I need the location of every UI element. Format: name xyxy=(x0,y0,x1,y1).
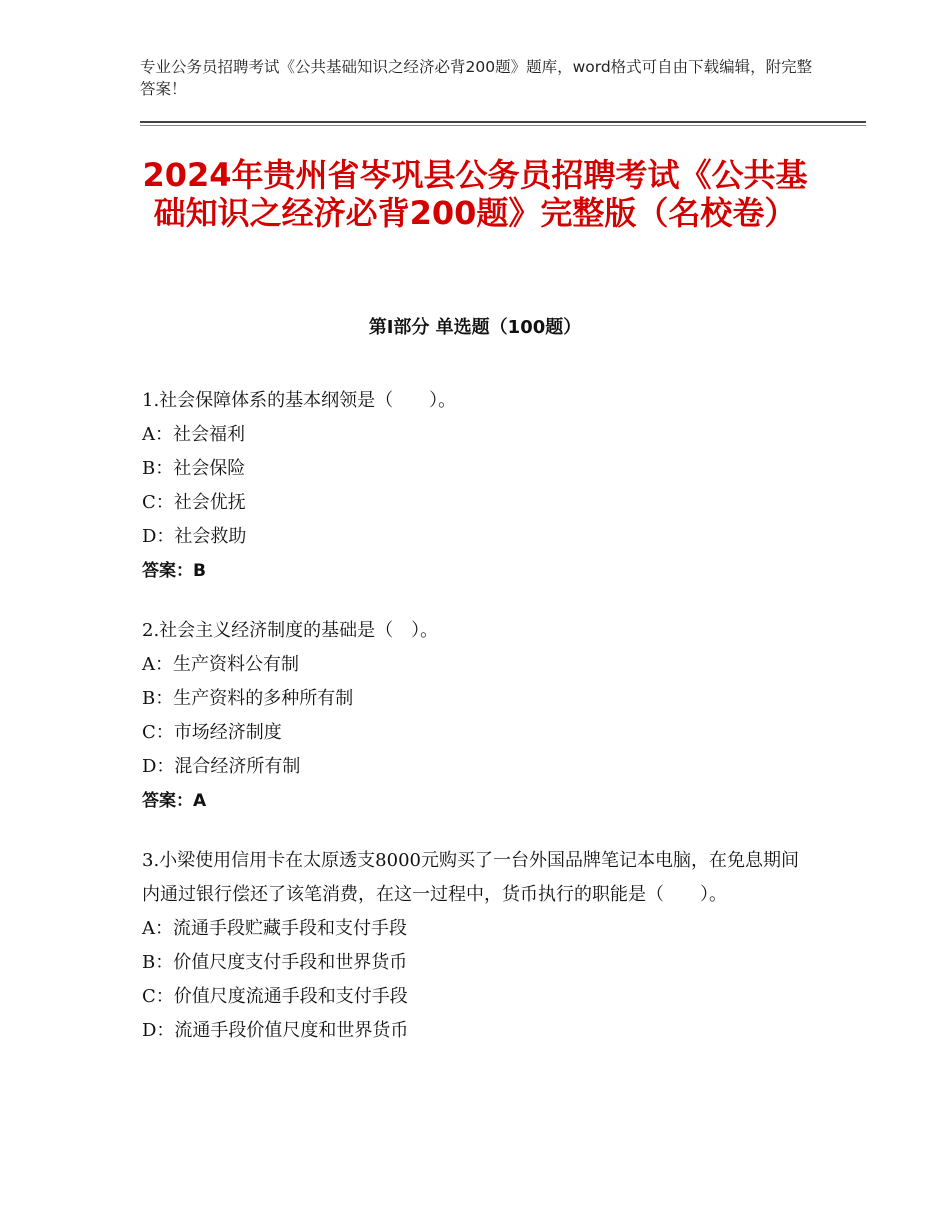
question-2 xyxy=(142,614,802,818)
header-note: 专业公务员招聘考试《公共基础知识之经济必背200题》题库，word格式可自由下载编辑，附完整答案！ xyxy=(140,58,813,98)
option-b: B：价值尺度支付手段和世界货币 xyxy=(142,952,408,973)
option-c: C：价值尺度流通手段和支付手段 xyxy=(142,986,408,1007)
option-b: B：社会保险 xyxy=(142,458,246,479)
option-d: D：社会救助 xyxy=(142,526,247,547)
header-divider-thick xyxy=(140,121,866,123)
question-stem: 1.社会保障体系的基本纲领是（ ）。 xyxy=(142,390,457,411)
section-title: 第Ⅰ部分 单选题（100题） xyxy=(368,317,582,338)
question-stem: 3.小梁使用信用卡在太原透支8000元购买了一台外国品牌笔记本电脑，在免息期间内通过银行偿还了该笔消费，在这一过程中，货币执行的职能是（ ）。 xyxy=(142,850,799,905)
question-stem: 2.社会主义经济制度的基础是（ ）。 xyxy=(142,620,439,641)
option-d: D：流通手段价值尺度和世界货币 xyxy=(142,1020,409,1041)
header-divider-thin xyxy=(140,125,866,126)
option-b: B：生产资料的多种所有制 xyxy=(142,688,354,709)
document-title: 2024年贵州省岑巩县公务员招聘考试《公共基础知识之经济必背200题》完整版（名校卷） xyxy=(142,156,808,232)
option-a: A：社会福利 xyxy=(142,424,245,445)
answer: 答案：B xyxy=(142,561,206,581)
option-c: C：社会优抚 xyxy=(142,492,246,513)
question-3 xyxy=(142,844,802,1048)
question-1 xyxy=(142,384,802,588)
option-a: A：流通手段贮藏手段和支付手段 xyxy=(142,918,407,939)
option-a: A：生产资料公有制 xyxy=(142,654,299,675)
answer: 答案：A xyxy=(142,791,207,811)
option-c: C：市场经济制度 xyxy=(142,722,282,743)
question-list xyxy=(142,384,802,1074)
option-d: D：混合经济所有制 xyxy=(142,756,301,777)
